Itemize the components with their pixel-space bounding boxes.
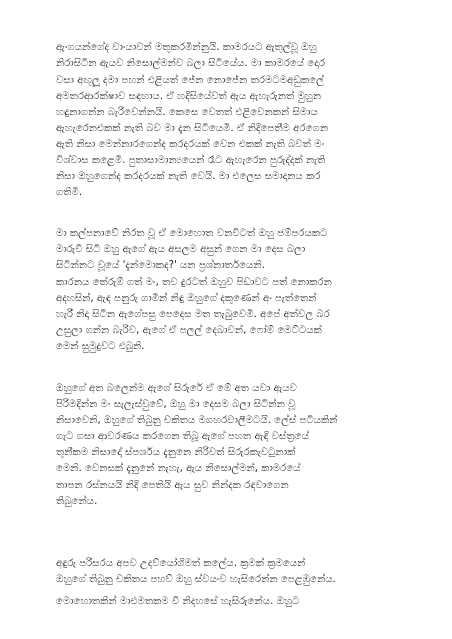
text-line: නිසාවෙනි, ඔහුගේ තිබුනු චකිතය මගහරවාලීමටයි. ලේස් පටියකින්	[56, 415, 338, 426]
text-line: ඔහුගේ අත බලෙන්ම ඇගේ සිරුරේ ඒ මේ අත යවා ඇයව	[56, 383, 297, 394]
text-line: අඳුරු පරිසරය අපව උදව්යෝගිමත් කලේය. ක්‍රමක් ක්‍රමයෙන්	[56, 558, 306, 569]
text-line: මාරුවී සිටි ඔහු ඇගේ ඇය අසලම අසුන් ගෙන මා දෙස බලා	[56, 244, 306, 255]
text-line: ඇංගයන්ගේද වාංයාවන් මතුකරමින්නුයි. කාමරයට ඇතුල්වූ ඔහු	[56, 42, 317, 53]
text-line: ඇති නිසා මෙන්නාරගෙන්ද කරදරයක් වෙන එකක් නැති බවත් මං	[56, 139, 325, 150]
text-line: ඇහැරෙනඑකක් නැති බව මා දැන සිටියෙමි. ඒ නිදිපෙතීම අරගෙන	[56, 123, 329, 134]
text-line: අමතරආරක්ෂාව සඳහාය. ඒ හදිසියේවත් ඇය ඇහැරුනත් මුහුන	[56, 91, 322, 102]
text-line: ගැට ගසා ආවරණය කරගෙන තිබූ ඇගේ පහත ඇඳි වස්ත්‍රයේ	[56, 431, 309, 442]
text-line: නිරාසිටින ඇයව නිසොල්මන්ව බලා සිටියේය. මා කාමරයේ දොර	[56, 58, 325, 69]
text-line: නිසා ඔහුගෙන්ද කරදරයක් නැති වෙයි. මා එලෙස සමාදානය කර	[56, 171, 321, 182]
text-line: පිරිමදින්න මං සැලැස්වුවේ, ඔහු මා දෙසම බලා සිටින්න වූ	[56, 399, 296, 410]
text-line: තුනීකම නිසාදෝ ස්පර්ශය දැනුනෙ නිරිවත් සිරුරකැවටුනාක්	[56, 447, 296, 458]
text-line: හැරී නිදා සිටින ඇගේපසු පෙදෙස මත තැබුවෙමි. අපේ අත්වල බර	[56, 309, 330, 320]
text-line: වසා අඟුලූ දමා පහන් එළියත් ජේන නොජේන තරමටමඅඩුකලේ	[56, 75, 324, 86]
text-line: ඔහුගේ තිබුනු චකිතය පහව් ඔහු ස්වයංව හැසිරෙන්න පෙළඹුනේය.	[56, 574, 336, 585]
text-line: තාපන රස්නයයි නිදි පෙතියි ඇය සුව නින්දක රඳවාගෙන	[56, 480, 289, 491]
text-line: විශ්වාස කළෙමි. පුතාසාමාන්‍යයෙන් රෑට ඇහැරෙන පුරුද්දක් නැති	[56, 155, 326, 166]
text-line: තිබුනේය.	[56, 496, 98, 507]
text-line: කාරනය තේරුම් ගත් මං, තව දුරටත් ඔහුව පිඩාවට පත් නොකරන	[56, 277, 332, 288]
text-line: මෙන් සුමුදුවට එබුනි.	[56, 341, 145, 352]
text-line: අදහසින්, ඇඳ පනුරු ගාමින් නිඳු ඔහුගේ දකුණෙන් අං පැත්තෙන්	[56, 293, 317, 304]
text-line: ගතිමි.	[56, 187, 83, 198]
text-line: උසුලා ගන්න බැරිව, ඇගේ ඒ පලල් දෙබාවන්, ෆෝම් මෙට්ටයක්	[56, 325, 322, 336]
text-line: සිටින්නට වූයේ 'දැන්මොකද?' යන ප්‍රශ්නාර්තයෙනි.	[56, 260, 265, 271]
text-line: මොහොතකින් මාඑමතකම වී නිදහසේ හැසිරුනේය. ඔහුට	[56, 596, 300, 607]
text-line: හඳුනාගන්න බැරිවෙන්නයි. කෙසෙ වෙතත් එළිවෙනකන් සිමාය	[56, 107, 318, 118]
text-line: මා කල්පනාවේ නිරත වූ ඒ මොහොත වනවිටත් ඔහු ජම්පරයකට	[56, 228, 328, 239]
text-line: මෙනි. වෙනසක් දැනුනේ නැහැ, ඇය නිසොල්මන්, කාමරයේ	[56, 463, 301, 474]
